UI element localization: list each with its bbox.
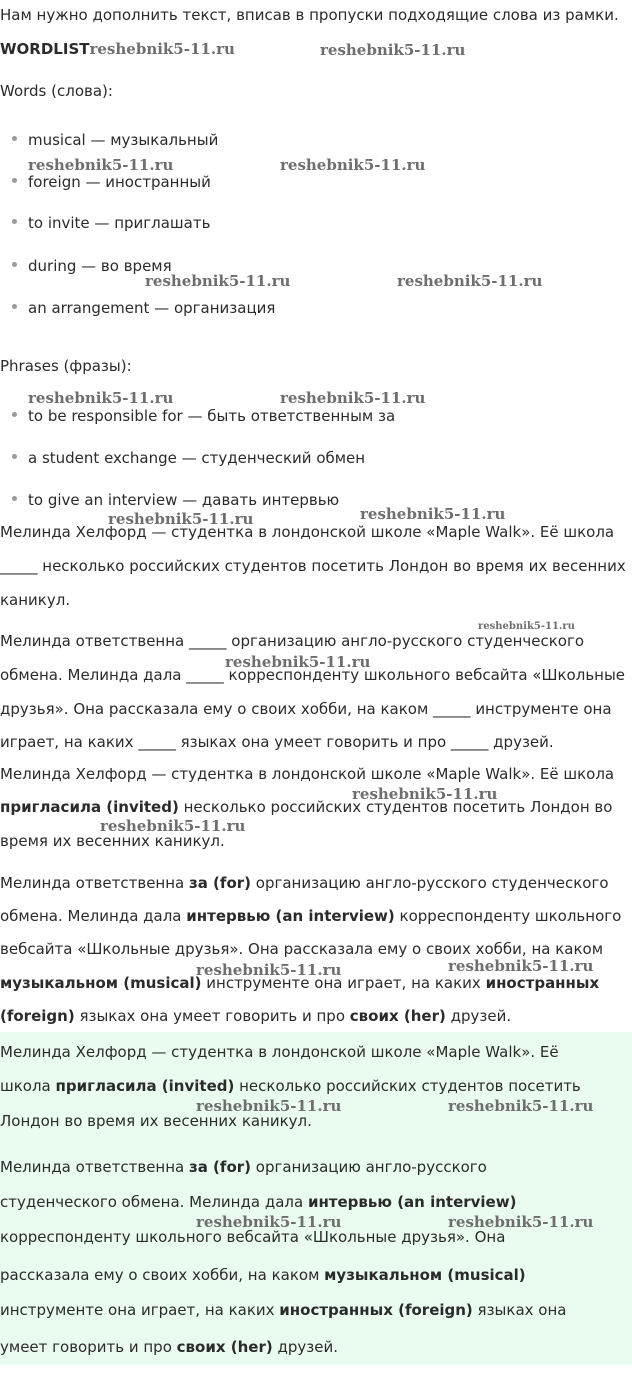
list-item: musical — музыкальный	[12, 131, 218, 149]
text-line: умеет говорить и про своих (her) друзей.	[0, 1338, 338, 1356]
list-item: to be responsible for — быть ответственным за	[12, 407, 395, 425]
answer-for: за (for)	[189, 1158, 251, 1176]
answer-foreign: иностранных (foreign)	[279, 1301, 473, 1319]
text-line: (foreign) языках она умеет говорить и про своих (her) друзей.	[0, 1007, 512, 1025]
phrases-heading: Phrases (фразы):	[0, 357, 132, 375]
text-line: Мелинда Хелфорд — студентка в лондонской школе «Maple Walk». Её	[0, 1043, 559, 1061]
text-line: время их весенних каникул.	[0, 832, 225, 850]
text-line: вебсайта «Школьные друзья». Она рассказала ему о своих хобби, на каком	[0, 940, 604, 958]
text-line: студенческого обмена. Мелинда дала интервью (an interview)	[0, 1193, 517, 1211]
text-line: музыкальном (musical) инструменте она играет, на каких иностранных	[0, 974, 600, 992]
bullet-icon	[12, 262, 17, 267]
answer-invited: пригласила (invited)	[0, 798, 179, 816]
watermark: reshebnik5-11.ru	[478, 621, 575, 632]
answer-interview: интервью (an interview)	[307, 1193, 517, 1211]
watermark: reshebnik5-11.ru	[397, 272, 543, 290]
text-line: каникул.	[0, 591, 71, 609]
watermark: reshebnik5-11.ru	[196, 1213, 342, 1231]
text-line: Лондон во время их весенних каникул.	[0, 1112, 312, 1130]
answer-invited: пригласила (invited)	[55, 1077, 235, 1095]
text-line: Мелинда Хелфорд — студентка в лондонской школе «Maple Walk». Её школа	[0, 765, 615, 783]
text-line: играет, на каких _____ языках она умеет говорить и про _____ друзей.	[0, 733, 554, 751]
watermark: reshebnik5-11.ru	[448, 957, 594, 975]
watermark: reshebnik5-11.ru	[448, 1097, 594, 1115]
text-line: инструменте она играет, на каких иностранных (foreign) языках она	[0, 1301, 567, 1319]
wordlist-label: WORDLIST	[0, 40, 90, 58]
bullet-icon	[12, 304, 17, 309]
bullet-icon	[12, 219, 17, 224]
watermark: reshebnik5-11.ru	[352, 785, 498, 803]
answer-musical: музыкальном (musical)	[0, 974, 202, 992]
wordlist-title	[0, 40, 235, 58]
watermark: reshebnik5-11.ru	[196, 961, 342, 979]
answer-her: своих (her)	[176, 1338, 273, 1356]
text-line: рассказала ему о своих хобби, на каком музыкальном (musical)	[0, 1266, 526, 1284]
watermark: reshebnik5-11.ru	[145, 272, 291, 290]
watermark: reshebnik5-11.ru	[360, 505, 506, 523]
text-line: обмена. Мелинда дала интервью (an interview) корреспонденту школьного	[0, 907, 622, 925]
words-heading: Words (слова):	[0, 82, 113, 100]
bullet-icon	[12, 178, 17, 183]
watermark: reshebnik5-11.ru	[28, 389, 174, 407]
list-item: a student exchange — студенческий обмен	[12, 449, 365, 467]
watermark: reshebnik5-11.ru	[280, 389, 426, 407]
bullet-icon	[12, 454, 17, 459]
answer-her: своих (her)	[349, 1007, 446, 1025]
watermark: reshebnik5-11.ru	[320, 41, 466, 59]
watermark: reshebnik5-11.ru	[448, 1213, 594, 1231]
watermark: reshebnik5-11.ru	[280, 156, 426, 174]
watermark: reshebnik5-11.ru	[196, 1097, 342, 1115]
bullet-icon	[12, 496, 17, 501]
list-item: during — во время	[12, 257, 172, 275]
text-line: Мелинда Хелфорд — студентка в лондонской школе «Maple Walk». Её школа	[0, 523, 615, 541]
watermark: reshebnik5-11.ru	[89, 40, 235, 58]
list-item: an arrangement — организация	[12, 299, 275, 317]
instruction-text: Нам нужно дополнить текст, вписав в пропуски подходящие слова из рамки.	[0, 6, 619, 24]
watermark: reshebnik5-11.ru	[108, 510, 254, 528]
list-item: to invite — приглашать	[12, 214, 210, 232]
answer-for: за (for)	[189, 874, 251, 892]
answer-foreign-en: (foreign)	[0, 1007, 75, 1025]
text-line: Мелинда ответственна за (for) организацию англо-русского	[0, 1158, 487, 1176]
text-line: Мелинда ответственна _____ организацию англо-русского студенческого	[0, 632, 585, 650]
bullet-icon	[12, 412, 17, 417]
watermark: reshebnik5-11.ru	[225, 653, 371, 671]
text-line: пригласила (invited) несколько российских студентов посетить Лондон во	[0, 798, 613, 816]
list-item: to give an interview — давать интервью	[12, 491, 339, 509]
text-line: _____ несколько российских студентов посетить Лондон во время их весенних	[0, 557, 626, 575]
bullet-icon	[12, 136, 17, 141]
watermark: reshebnik5-11.ru	[100, 817, 246, 835]
text-line: обмена. Мелинда дала _____ корреспонденту школьного вебсайта «Школьные	[0, 666, 626, 684]
text-line: друзья». Она рассказала ему о своих хобби, на каком _____ инструменте она	[0, 700, 612, 718]
text-line: корреспонденту школьного вебсайта «Школьные друзья». Она	[0, 1228, 506, 1246]
answer-foreign: иностранных	[485, 974, 600, 992]
answer-interview: интервью (an interview)	[186, 907, 395, 925]
list-item: foreign — иностранный	[12, 173, 211, 191]
answer-musical: музыкальном (musical)	[324, 1266, 526, 1284]
watermark: reshebnik5-11.ru	[28, 156, 174, 174]
text-line: Мелинда ответственна за (for) организацию англо-русского студенческого	[0, 874, 609, 892]
text-line: школа пригласила (invited) несколько российских студентов посетить	[0, 1077, 581, 1095]
